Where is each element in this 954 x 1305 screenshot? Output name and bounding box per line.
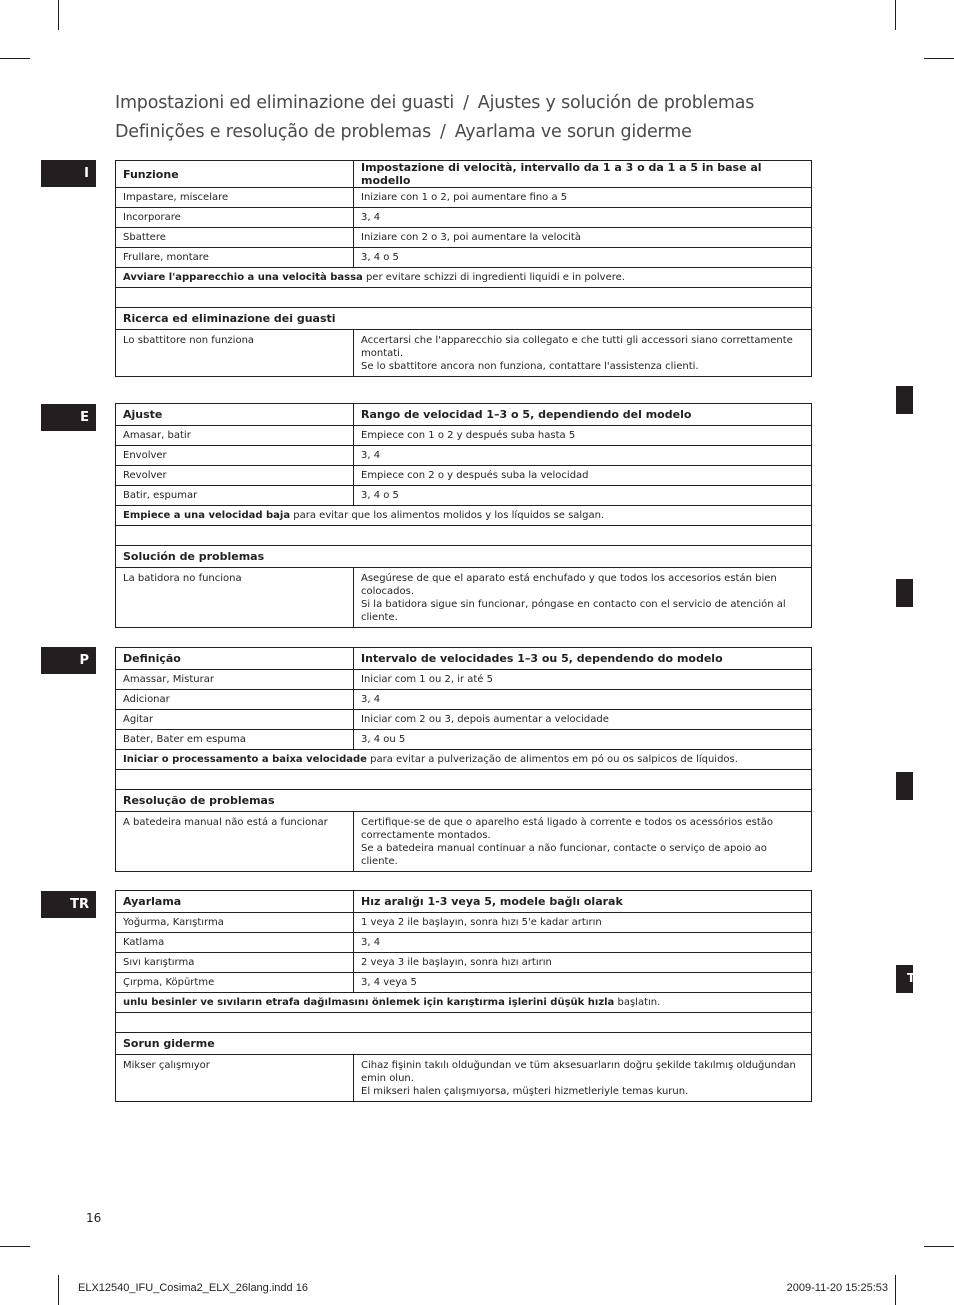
table-row	[116, 446, 812, 466]
crop-mark	[58, 1275, 59, 1305]
header-cell: Sorun giderme	[116, 1033, 812, 1055]
note-row	[116, 750, 812, 770]
speed-cell: 3, 4	[354, 933, 812, 953]
speed-cell: 3, 4 o 5	[354, 486, 812, 506]
note-bold: Iniciar o processamento a baixa velocidade	[123, 754, 367, 765]
solution-line: Accertarsi che l'apparecchio sia collegato e che tutti gli accessori siano correttamente montati.	[361, 335, 793, 359]
solution-line: Asegúrese de que el aparato está enchufado y que todos los accesorios están bien colocados.	[361, 573, 777, 597]
table-header-row	[116, 308, 812, 330]
function-cell: Revolver	[116, 466, 354, 486]
page-title-line-2	[115, 122, 692, 142]
speed-cell: 1 veya 2 ile başlayın, sonra hızı 5'e kadar artırın	[354, 913, 812, 933]
edge-tab	[896, 965, 916, 993]
footer-file-info: ELX12540_IFU_Cosima2_ELX_26lang.indd 16	[78, 1282, 308, 1294]
table-row	[116, 486, 812, 506]
function-cell: Agitar	[116, 710, 354, 730]
note-cell	[116, 993, 812, 1013]
language-tab-spanish: E	[41, 404, 96, 431]
note-row	[116, 993, 812, 1013]
note-row	[116, 268, 812, 288]
header-cell: Resolução de problemas	[116, 790, 812, 812]
solution-cell	[354, 1055, 812, 1102]
function-cell: Katlama	[116, 933, 354, 953]
note-text: para evitar que los alimentos molidos y los líquidos se salgan.	[290, 510, 605, 521]
edge-tab	[896, 386, 913, 414]
table-header-row	[116, 404, 812, 426]
note-text: başlatın.	[614, 997, 661, 1008]
problem-cell: Lo sbattitore non funziona	[116, 330, 354, 377]
language-tab-italian: I	[41, 160, 96, 187]
speed-cell: 3, 4	[354, 446, 812, 466]
title-separator: /	[439, 122, 446, 142]
table-row	[116, 188, 812, 208]
table-header-row	[116, 546, 812, 568]
function-cell: Batir, espumar	[116, 486, 354, 506]
spacer-row	[116, 288, 812, 308]
crop-mark	[58, 0, 59, 30]
language-tab-portuguese: P	[41, 647, 96, 674]
solution-line: Se a batedeira manual continuar a não funcionar, contacte o serviço de apoio ao cliente.	[361, 843, 767, 867]
problem-cell: La batidora no funciona	[116, 568, 354, 628]
header-cell: Ricerca ed eliminazione dei guasti	[116, 308, 812, 330]
edge-tab-glyph: T	[907, 971, 916, 985]
header-cell: Funzione	[116, 161, 354, 188]
function-cell: Envolver	[116, 446, 354, 466]
speed-cell: Iniciar com 1 ou 2, ir até 5	[354, 670, 812, 690]
problem-cell: A batedeira manual não está a funcionar	[116, 812, 354, 872]
spacer-row	[116, 526, 812, 546]
crop-mark	[0, 58, 30, 59]
function-cell: Bater, Bater em espuma	[116, 730, 354, 750]
spacer-row	[116, 770, 812, 790]
speed-cell: Iniziare con 1 o 2, poi aumentare fino a 5	[354, 188, 812, 208]
title-portuguese: Definições e resolução de problemas	[115, 122, 431, 142]
function-cell: Adicionar	[116, 690, 354, 710]
footer-timestamp: 2009-11-20 15:25:53	[786, 1282, 888, 1294]
solution-line: Certifique-se de que o aparelho está ligado à corrente e todos os acessórios estão correctamente montados.	[361, 817, 774, 841]
function-cell: Impastare, miscelare	[116, 188, 354, 208]
header-cell: Solución de problemas	[116, 546, 812, 568]
solution-line: El mikseri halen çalışmıyorsa, müşteri hizmetleriyle temas kurun.	[361, 1086, 689, 1097]
crop-mark	[895, 1275, 896, 1305]
speed-cell: Iniziare con 2 o 3, poi aumentare la velocità	[354, 228, 812, 248]
settings-table-portuguese	[115, 647, 812, 872]
header-cell: Impostazione di velocità, intervallo da 1 a 3 o da 1 a 5 in base al modello	[354, 161, 812, 188]
function-cell: Çırpma, Köpürtme	[116, 973, 354, 993]
function-cell: Sıvı karıştırma	[116, 953, 354, 973]
note-bold: Avviare l'apparecchio a una velocità bassa	[123, 272, 363, 283]
settings-table-spanish	[115, 403, 812, 628]
settings-table-italian	[115, 160, 812, 377]
table-row	[116, 710, 812, 730]
title-turkish: Ayarlama ve sorun giderme	[454, 122, 692, 142]
note-cell	[116, 268, 812, 288]
speed-cell: Empiece con 2 o y después suba la velocidad	[354, 466, 812, 486]
table-row	[116, 330, 812, 377]
settings-table-turkish	[115, 890, 812, 1102]
note-text: para evitar a pulverização de alimentos em pó ou os salpicos de líquidos.	[366, 754, 738, 765]
page-number: 16	[86, 1211, 102, 1225]
function-cell: Frullare, montare	[116, 248, 354, 268]
header-cell: Definição	[116, 648, 354, 670]
crop-mark	[924, 58, 954, 59]
table-row	[116, 228, 812, 248]
table-row	[116, 730, 812, 750]
note-bold: unlu besinler ve sıvıların etrafa dağılmasını önlemek için karıştırma işlerini düşük hızla	[123, 997, 615, 1008]
speed-cell: 3, 4 veya 5	[354, 973, 812, 993]
table-header-row	[116, 648, 812, 670]
table-row	[116, 933, 812, 953]
crop-mark	[924, 1246, 954, 1247]
function-cell: Yoğurma, Karıştırma	[116, 913, 354, 933]
header-cell: Hız aralığı 1-3 veya 5, modele bağlı olarak	[354, 891, 812, 913]
solution-cell	[354, 568, 812, 628]
table-row	[116, 913, 812, 933]
speed-cell: 3, 4 ou 5	[354, 730, 812, 750]
title-spanish: Ajustes y solución de problemas	[477, 93, 755, 113]
note-row	[116, 506, 812, 526]
function-cell: Amassar, Misturar	[116, 670, 354, 690]
table-row	[116, 568, 812, 628]
speed-cell: Iniciar com 2 ou 3, depois aumentar a velocidade	[354, 710, 812, 730]
table-row	[116, 466, 812, 486]
edge-tab	[896, 772, 913, 800]
table-row	[116, 1055, 812, 1102]
table-row	[116, 953, 812, 973]
spacer-row	[116, 1013, 812, 1033]
crop-mark	[0, 1246, 30, 1247]
table-header-row	[116, 1033, 812, 1055]
solution-cell	[354, 330, 812, 377]
speed-cell: 3, 4	[354, 208, 812, 228]
edge-tab	[896, 579, 913, 607]
speed-cell: 3, 4 o 5	[354, 248, 812, 268]
table-row	[116, 812, 812, 872]
title-separator: /	[463, 93, 469, 113]
table-row	[116, 670, 812, 690]
speed-cell: 2 veya 3 ile başlayın, sonra hızı artırın	[354, 953, 812, 973]
header-cell: Ayarlama	[116, 891, 354, 913]
table-header-row	[116, 891, 812, 913]
title-italian: Impostazioni ed eliminazione dei guasti	[115, 93, 455, 113]
note-cell	[116, 506, 812, 526]
table-row	[116, 248, 812, 268]
table-row	[116, 690, 812, 710]
table-header-row	[116, 161, 812, 188]
note-cell	[116, 750, 812, 770]
solution-line: Se lo sbattitore ancora non funziona, contattare l'assistenza clienti.	[361, 361, 699, 372]
note-bold: Empiece a una velocidad baja	[123, 510, 291, 521]
speed-cell: 3, 4	[354, 690, 812, 710]
speed-cell: Empiece con 1 o 2 y después suba hasta 5	[354, 426, 812, 446]
solution-line: Cihaz fişinin takılı olduğundan ve tüm aksesuarların doğru şekilde takılmış olduğundan emin olun.	[361, 1060, 796, 1084]
solution-line: Si la batidora sigue sin funcionar, póngase en contacto con el servicio de atención al cliente.	[361, 599, 786, 623]
function-cell: Sbattere	[116, 228, 354, 248]
function-cell: Incorporare	[116, 208, 354, 228]
crop-mark	[895, 0, 896, 30]
note-text: per evitare schizzi di ingredienti liquidi e in polvere.	[362, 272, 625, 283]
solution-cell	[354, 812, 812, 872]
header-cell: Ajuste	[116, 404, 354, 426]
page-title-line-1	[115, 93, 754, 113]
table-header-row	[116, 790, 812, 812]
problem-cell: Mikser çalışmıyor	[116, 1055, 354, 1102]
header-cell: Intervalo de velocidades 1–3 ou 5, dependendo do modelo	[354, 648, 812, 670]
function-cell: Amasar, batir	[116, 426, 354, 446]
table-row	[116, 208, 812, 228]
table-row	[116, 973, 812, 993]
header-cell: Rango de velocidad 1–3 o 5, dependiendo del modelo	[354, 404, 812, 426]
table-row	[116, 426, 812, 446]
language-tab-turkish: TR	[41, 891, 96, 918]
